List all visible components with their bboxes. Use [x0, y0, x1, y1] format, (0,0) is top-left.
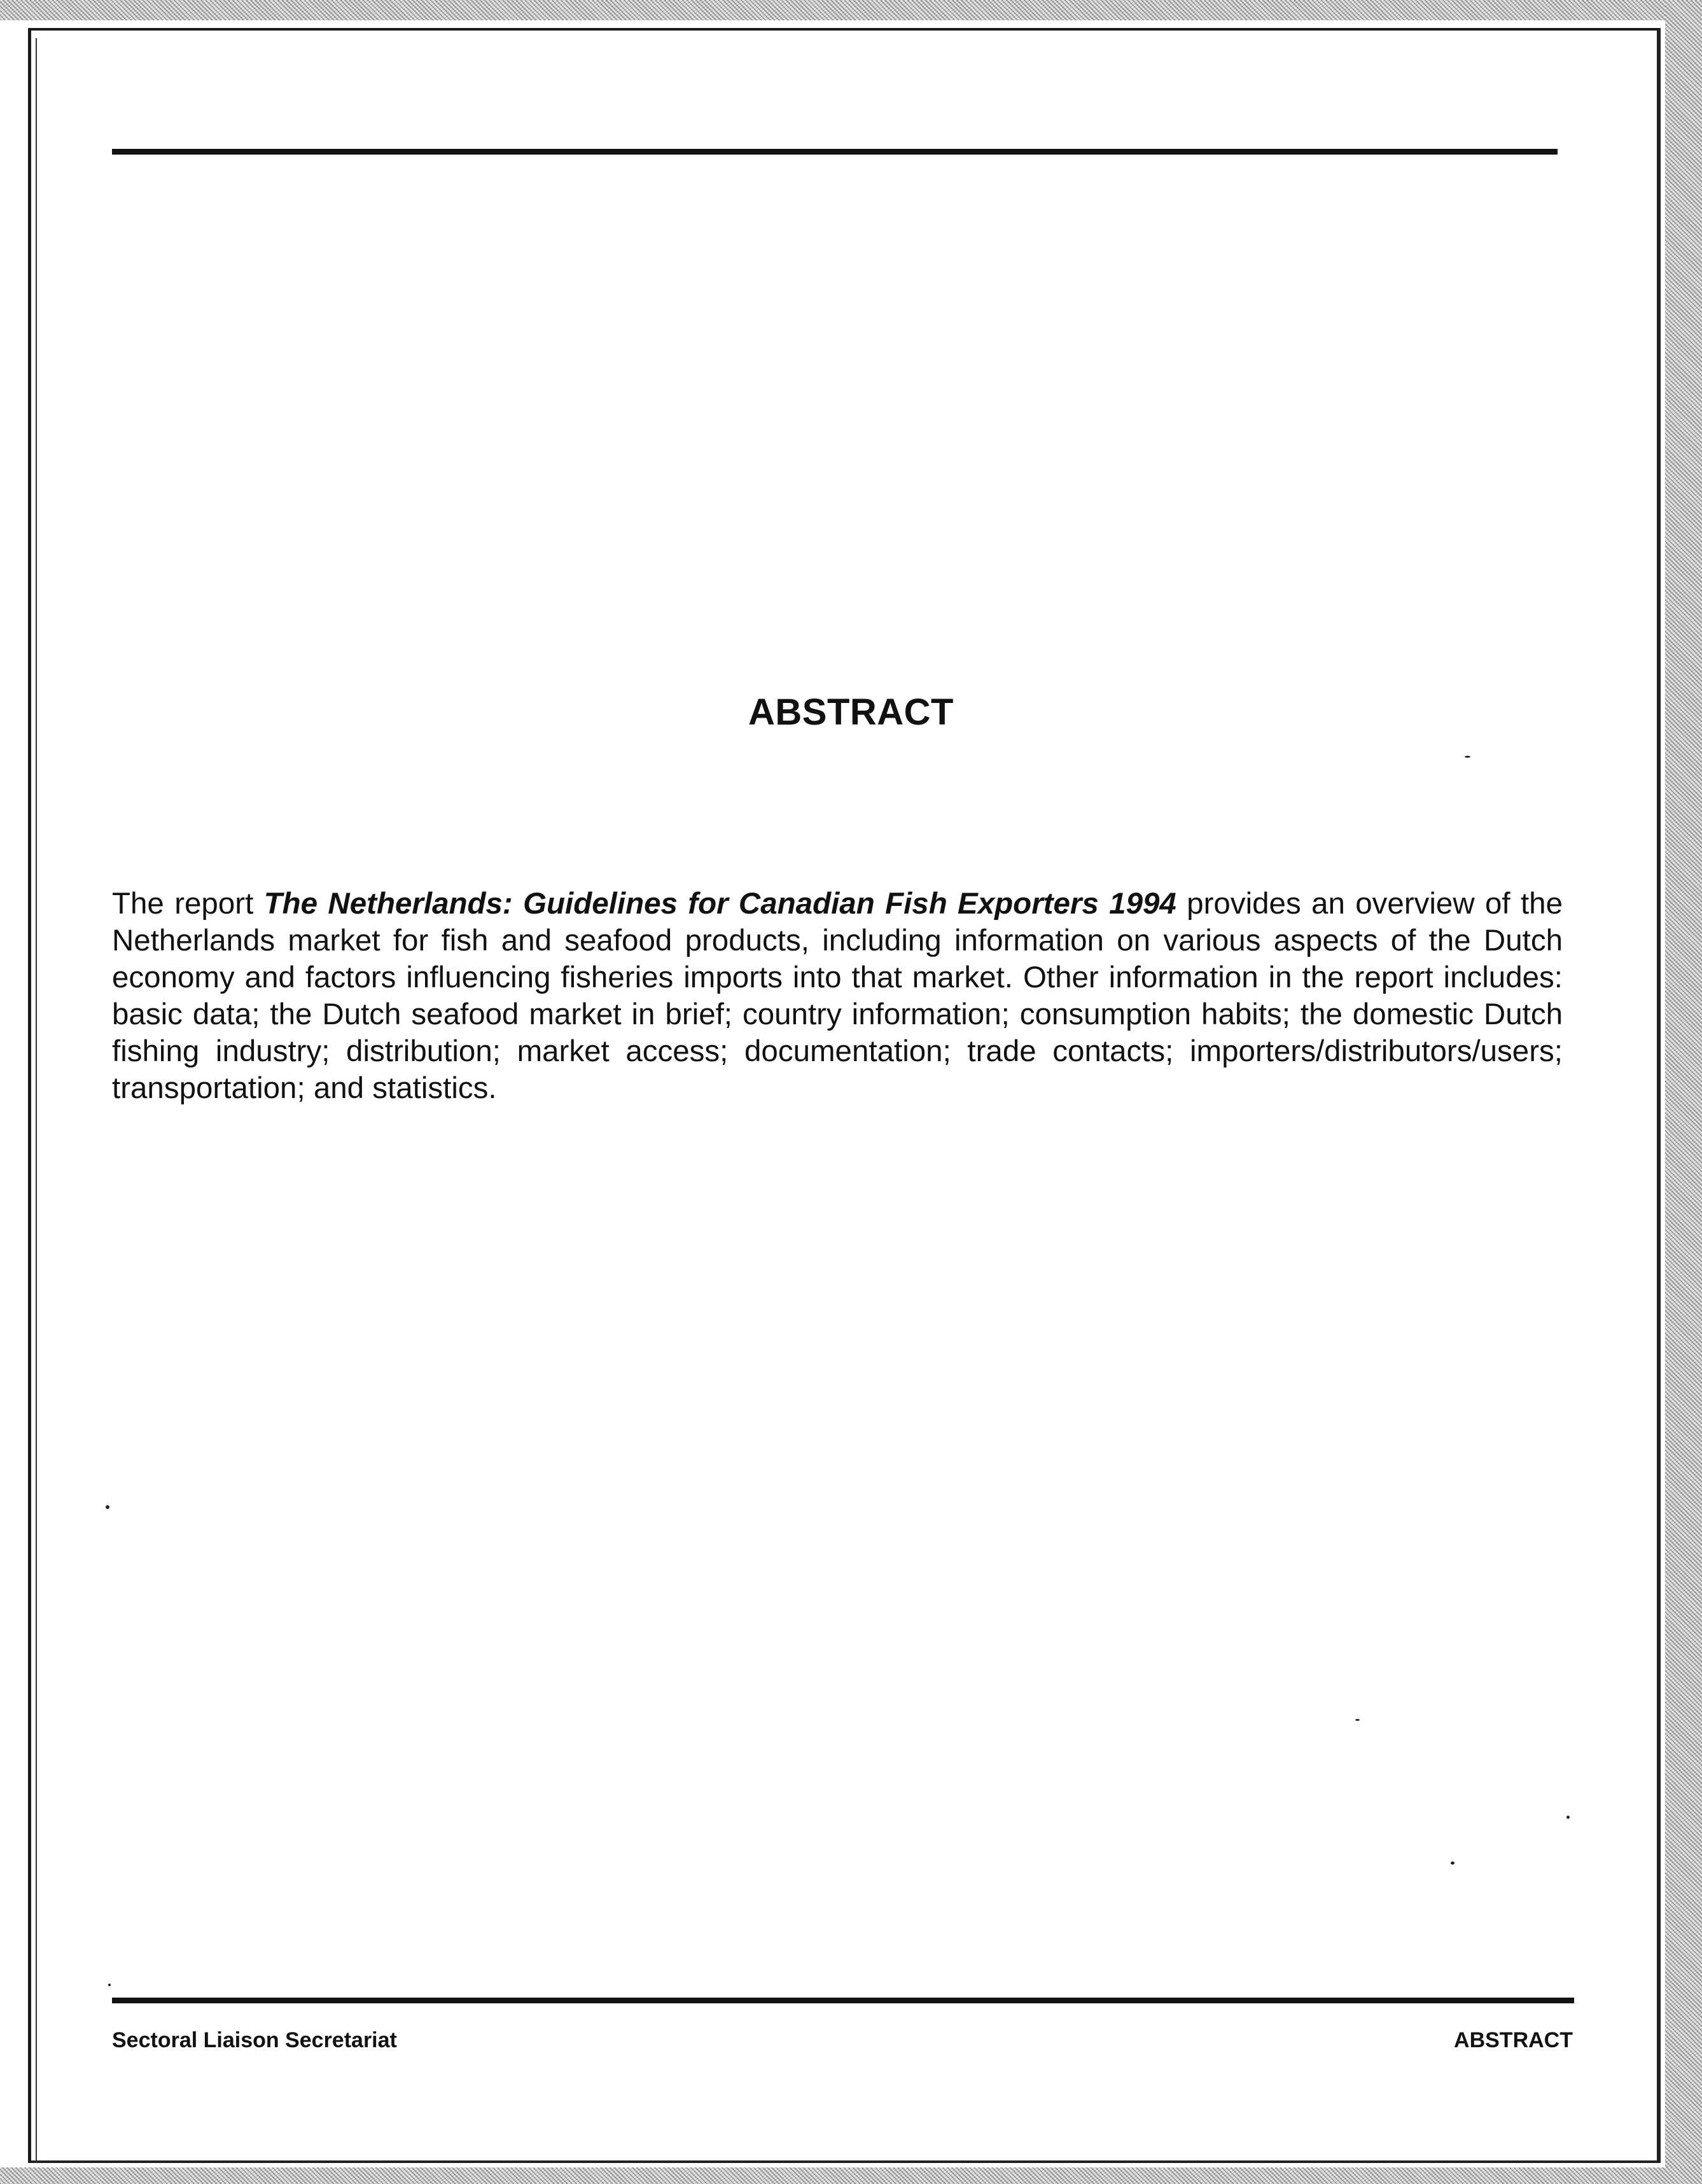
- scan-speck: [1566, 1816, 1570, 1819]
- scan-edge-top: [0, 0, 1702, 20]
- report-title: The Netherlands: Guidelines for Canadian Fish Exporters 1994: [263, 887, 1176, 921]
- abstract-intro: The report: [112, 887, 264, 921]
- scan-speck: [108, 1984, 111, 1986]
- scan-speck: [1465, 756, 1470, 758]
- footer-rule: [112, 1998, 1574, 2003]
- header-rule: [112, 149, 1558, 155]
- page-title: ABSTRACT: [748, 692, 954, 733]
- footer-section: ABSTRACT: [1454, 2028, 1573, 2052]
- scan-speck: [1451, 1861, 1454, 1865]
- abstract-text: provides an overview of the Netherlands market for fish and seafood products, including information on various aspects of the Dutch economy and factors influencing fisheries imports into that market. Other information in the report includes: basic data; the Dutch seafood market in brief; country information; consumption habits; the domestic Dutch fishing industry; distribution; market access; documentation; trade contacts; importers/distributors/users; transportation; and statistics.: [112, 887, 1563, 1105]
- footer-organization: Sectoral Liaison Secretariat: [112, 2028, 397, 2052]
- scan-edge-bottom: [0, 2167, 1702, 2184]
- binding-line: [36, 38, 37, 2163]
- scan-edge-right: [1665, 0, 1702, 2184]
- scan-speck: [1355, 1719, 1360, 1721]
- scan-speck: [106, 1505, 109, 1509]
- abstract-paragraph: [112, 886, 1563, 1107]
